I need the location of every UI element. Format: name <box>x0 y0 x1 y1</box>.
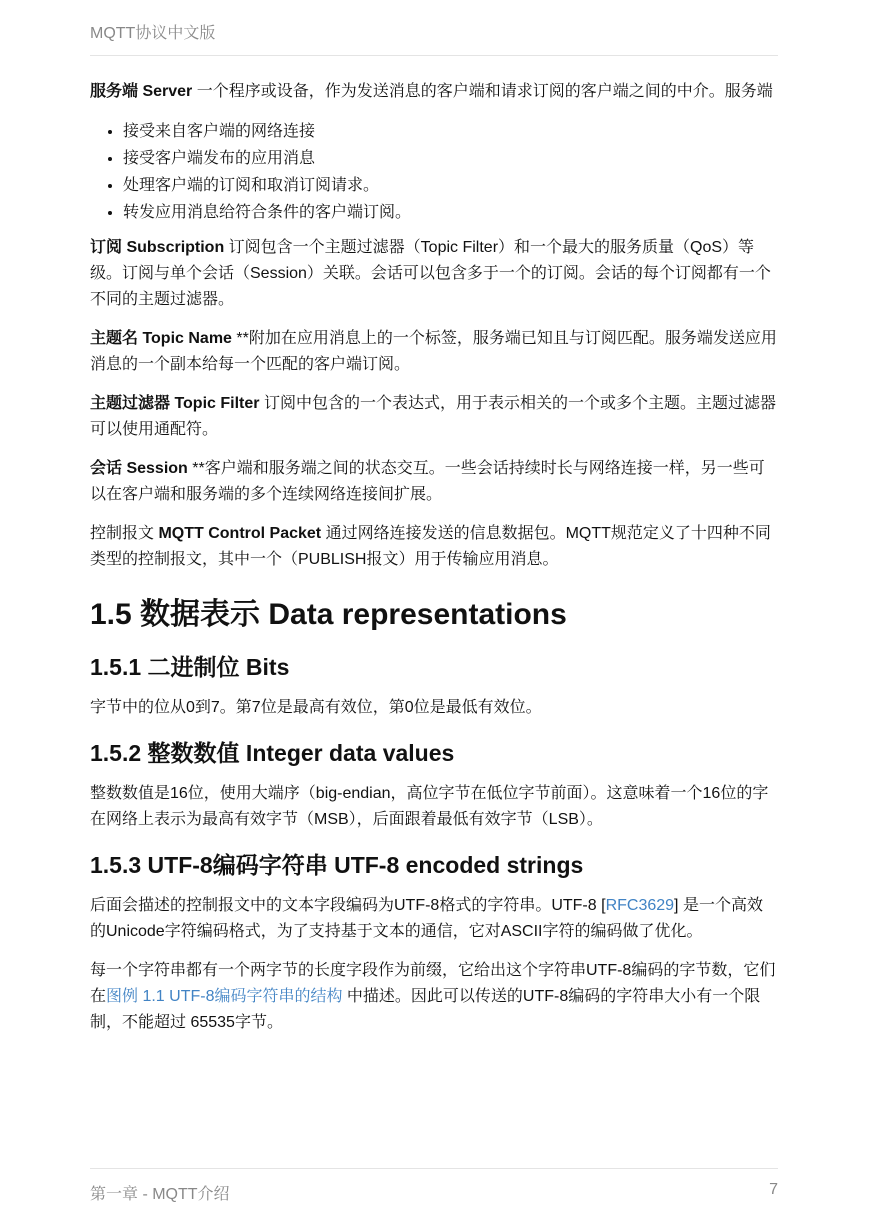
topic-filter-definition <box>90 391 778 443</box>
topic-filter-text: 订阅中包含的一个表达式，用于表示相关的一个或多个主题。主题过滤器可以使用通配符。 <box>90 395 776 438</box>
utf8-paragraph-1 <box>90 893 778 945</box>
section-heading-1-5-2: 1.5.2 整数数值 Integer data values <box>90 740 455 766</box>
utf8-p2-text-a: 每一个字符串都有一个两字节的长度字段作为前缀，它给出这个字符串UTF-8编码的字节数，它们在 <box>90 962 776 1005</box>
control-packet-term-prefix: 控制报文 <box>90 525 159 542</box>
session-text: **客户端和服务端之间的状态交互。一些会话持续时长与网络连接一样，另一些可以在客户端和服务端的多个连续网络连接间扩展。 <box>90 460 765 503</box>
server-term: 服务端 Server <box>90 83 193 100</box>
section-heading-1-5-3: 1.5.3 UTF-8编码字符串 UTF-8 encoded strings <box>90 852 584 878</box>
server-definition <box>90 79 778 105</box>
server-text: 一个程序或设备，作为发送消息的客户端和请求订阅的客户端之间的中介。服务端 <box>192 83 773 100</box>
utf8-p1-text-a: 后面会描述的控制报文中的文本字段编码为UTF-8格式的字符串。UTF-8 [ <box>90 897 606 914</box>
server-duties-list <box>90 118 778 226</box>
topic-filter-term: 主题过滤器 Topic Filter <box>90 395 260 412</box>
topic-name-definition <box>90 326 778 378</box>
footer-chapter: 第一章 - MQTT介绍 <box>90 1186 230 1203</box>
rfc3629-link[interactable]: RFC3629 <box>605 897 675 914</box>
section-heading-1-5: 1.5 数据表示 Data representations <box>90 598 567 631</box>
figure-1-1-link[interactable]: 图例 1.1 UTF-8编码字符串的结构 <box>106 988 343 1005</box>
header-title: MQTT协议中文版 <box>90 25 216 42</box>
topic-name-text: **附加在应用消息上的一个标签，服务端已知且与订阅匹配。服务端发送应用消息的一个副本给每一个匹配的客户端订阅。 <box>90 330 777 373</box>
subscription-definition <box>90 235 778 313</box>
session-term: 会话 Session <box>90 460 188 477</box>
control-packet-term: MQTT Control Packet <box>158 525 322 542</box>
session-definition <box>90 456 778 508</box>
section-heading-1-5-1: 1.5.1 二进制位 Bits <box>90 654 290 680</box>
list-item: • 接受来自客户端的网络连接 <box>123 118 778 145</box>
utf8-paragraph-2 <box>90 958 778 1036</box>
bits-paragraph: 字节中的位从0到7。第7位是最高有效位，第0位是最低有效位。 <box>90 699 542 716</box>
list-item: • 处理客户端的订阅和取消订阅请求。 <box>123 172 778 199</box>
integer-paragraph: 整数数值是16位，使用大端序（big-endian，高位字节在低位字节前面）。这意味着一个16位的字在网络上表示为最高有效字节（MSB），后面跟着最低有效字节（LSB）。 <box>90 785 769 828</box>
utf8-p2-text-b: 中描述。因此可以传送的UTF-8编码的字符串大小有一个限制，不能超过 65535字节。 <box>90 988 761 1031</box>
control-packet-text: 通过网络连接发送的信息数据包。MQTT规范定义了十四种不同类型的控制报文，其中一个（PUBLISH报文）用于传输应用消息。 <box>90 525 771 568</box>
control-packet-definition <box>90 521 778 573</box>
page-number: 7 <box>769 1181 778 1198</box>
utf8-p1-text-b: ] 是一个高效的Unicode字符编码格式，为了支持基于文本的通信，它对ASCII字符的编码做了优化。 <box>90 897 763 940</box>
subscription-term: 订阅 Subscription <box>90 239 225 256</box>
topic-name-term: 主题名 Topic Name <box>90 330 232 347</box>
document-body <box>90 79 778 1049</box>
subscription-text: 订阅包含一个主题过滤器（Topic Filter）和一个最大的服务质量（QoS）等级。订阅与单个会话（Session）关联。会话可以包含多于一个的订阅。会话的每个订阅都有一个不同的主题过滤器。 <box>90 239 771 308</box>
page-footer <box>90 1168 778 1204</box>
page-header <box>90 20 778 56</box>
list-item: • 接受客户端发布的应用消息 <box>123 145 778 172</box>
list-item: • 转发应用消息给符合条件的客户端订阅。 <box>123 199 778 226</box>
